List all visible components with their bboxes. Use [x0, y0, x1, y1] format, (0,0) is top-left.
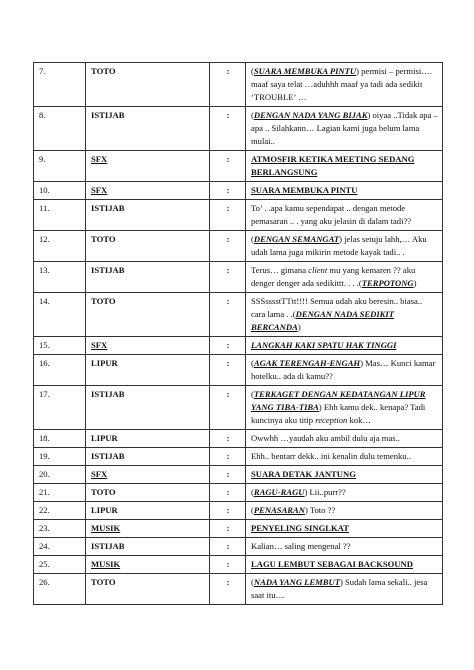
script-row	[34, 538, 443, 556]
speaker-name: ISTIJAB	[86, 107, 210, 151]
row-number: 10.	[34, 182, 86, 200]
script-rows	[34, 63, 443, 605]
row-number: 11.	[34, 200, 86, 231]
italic-term: reception	[315, 415, 348, 425]
speaker-name: ISTIJAB	[86, 448, 210, 466]
script-row	[34, 484, 443, 502]
script-row	[34, 293, 443, 337]
row-number: 13.	[34, 262, 86, 293]
speaker-name: TOTO	[86, 231, 210, 262]
colon-separator: :	[210, 182, 246, 200]
dialogue-text	[246, 574, 443, 605]
script-row	[34, 520, 443, 538]
row-number: 20.	[34, 466, 86, 484]
dialogue-text	[246, 182, 443, 200]
dialogue-segment: Owwhh …yaudah aku ambil dulu aja mas..	[251, 433, 400, 443]
colon-separator: :	[210, 556, 246, 574]
italic-term: client	[308, 265, 328, 275]
colon-separator: :	[210, 502, 246, 520]
colon-separator: :	[210, 262, 246, 293]
stage-direction: TERPOTONG	[361, 278, 414, 288]
dialogue-segment: (	[251, 505, 254, 515]
speaker-name: ISTIJAB	[86, 386, 210, 430]
row-number: 22.	[34, 502, 86, 520]
script-row	[34, 355, 443, 386]
stage-direction: TERKAGET DENGAN KEDATANGAN LIPUR YANG TIBA-TIBA	[251, 389, 426, 412]
dialogue-segment: Kalian… saling mengenal ??	[251, 541, 351, 551]
colon-separator: :	[210, 520, 246, 538]
colon-separator: :	[210, 200, 246, 231]
colon-separator: :	[210, 484, 246, 502]
script-row	[34, 502, 443, 520]
stage-direction: NADA YANG LEMBUT	[253, 577, 340, 587]
dialogue-segment: SSSsssstTTtt!!!! Semua udah aku beresin.. biasa.. cara lama . .(	[251, 296, 423, 319]
speaker-name: ISTIJAB	[86, 538, 210, 556]
colon-separator: :	[210, 63, 246, 107]
script-row	[34, 107, 443, 151]
dialogue-segment: ) Lii..purr??	[304, 487, 346, 497]
dialogue-text	[246, 484, 443, 502]
dialogue-segment: (	[251, 358, 254, 368]
speaker-name: TOTO	[86, 484, 210, 502]
colon-separator: :	[210, 466, 246, 484]
dialogue-segment: )	[297, 322, 301, 332]
script-row	[34, 63, 443, 107]
dialogue-text	[246, 448, 443, 466]
colon-separator: :	[210, 231, 246, 262]
row-number: 12.	[34, 231, 86, 262]
row-number: 8.	[34, 107, 86, 151]
stage-direction: DENGAN NADA SEDIKIT BERCANDA	[251, 309, 394, 332]
stage-direction: DENGAN NADA YANG BIJAK	[253, 110, 368, 120]
dialogue-segment: ) Toto ??	[304, 505, 336, 515]
row-number: 25.	[34, 556, 86, 574]
stage-direction: SUARA MEMBUKA PINTU	[253, 66, 357, 76]
script-row	[34, 574, 443, 605]
sound-cue: LAGU LEMBUT SEBAGAI BACKSOUND	[251, 559, 413, 569]
speaker-name: SFX	[86, 466, 210, 484]
dialogue-text	[246, 63, 443, 107]
dialogue-text	[246, 466, 443, 484]
dialogue-segment: Ehh.. bentarr dekk.. ini kenalin dulu temenku..	[251, 451, 411, 461]
dialogue-text	[246, 337, 443, 355]
colon-separator: :	[210, 107, 246, 151]
colon-separator: :	[210, 337, 246, 355]
dialogue-segment: ) jelas setuju lahh,… Aku udah lama juga mikirin metode kayak tadi.. .	[251, 234, 427, 257]
colon-separator: :	[210, 293, 246, 337]
colon-separator: :	[210, 151, 246, 182]
stage-direction: DENGAN SEMANGAT	[253, 234, 340, 244]
dialogue-segment: mu yang kemaren ?? aku denger denger ada sedikittt. . . .(	[251, 265, 416, 288]
dialogue-text	[246, 430, 443, 448]
speaker-name: LIPUR	[86, 430, 210, 448]
colon-separator: :	[210, 538, 246, 556]
row-number: 21.	[34, 484, 86, 502]
colon-separator: :	[210, 355, 246, 386]
dialogue-text	[246, 538, 443, 556]
stage-direction: LANGKAH KAKI SPATU HAK TINGGI	[251, 340, 397, 350]
row-number: 14.	[34, 293, 86, 337]
row-number: 9.	[34, 151, 86, 182]
row-number: 24.	[34, 538, 86, 556]
row-number: 7.	[34, 63, 86, 107]
dialogue-segment: Terus… gimana	[251, 265, 309, 275]
speaker-name: SFX	[86, 182, 210, 200]
dialogue-text	[246, 355, 443, 386]
row-number: 26.	[34, 574, 86, 605]
script-row	[34, 182, 443, 200]
dialogue-segment: ) Ehh kamu dek.. kenapa? Tadi kuncinya aku titip	[251, 402, 426, 425]
row-number: 18.	[34, 430, 86, 448]
speaker-name: SFX	[86, 151, 210, 182]
speaker-name: ISTIJAB	[86, 262, 210, 293]
dialogue-segment: kok…	[347, 415, 371, 425]
sound-cue: PENYELING SINGLKAT	[251, 523, 349, 533]
stage-direction: RAGU-RAGU	[253, 487, 305, 497]
row-number: 23.	[34, 520, 86, 538]
script-row	[34, 466, 443, 484]
script-row	[34, 448, 443, 466]
dialogue-text	[246, 262, 443, 293]
row-number: 17.	[34, 386, 86, 430]
speaker-name: ISTIJAB	[86, 200, 210, 231]
dialogue-segment: ) oiyaa ..Tidak apa – apa .. Silahkann… Lagian kami juga belum lama mulai..	[251, 110, 438, 146]
sound-cue: ATMOSFIR KETIKA MEETING SEDANG BERLANGSUNG	[251, 154, 415, 177]
dialogue-segment: ) Mas… Kunci kamar hotelku.. ada di kamu??	[251, 358, 436, 381]
dialogue-text	[246, 231, 443, 262]
colon-separator: :	[210, 448, 246, 466]
dialogue-text	[246, 107, 443, 151]
colon-separator: :	[210, 574, 246, 605]
dialogue-segment: )	[413, 278, 417, 288]
dialogue-segment: (	[251, 389, 254, 399]
speaker-name: TOTO	[86, 574, 210, 605]
dialogue-segment: ) Sudah lama sekali.. jesa saat itu…	[251, 577, 428, 600]
dialogue-text	[246, 502, 443, 520]
dialogue-text	[246, 151, 443, 182]
stage-direction: PENASARAN	[253, 505, 305, 515]
speaker-name: LIPUR	[86, 355, 210, 386]
script-row	[34, 151, 443, 182]
speaker-name: TOTO	[86, 293, 210, 337]
stage-direction: AGAK TERENGAH-ENGAH	[253, 358, 361, 368]
speaker-name: TOTO	[86, 63, 210, 107]
colon-separator: :	[210, 386, 246, 430]
script-table	[33, 62, 443, 605]
dialogue-text	[246, 293, 443, 337]
dialogue-segment: (	[251, 234, 254, 244]
dialogue-segment: ) permisi – permisi…. maaf saya telat …aduhhh maaf ya tadi ada sedikit ‘TROUBLE’ …	[251, 66, 432, 102]
dialogue-text	[246, 200, 443, 231]
script-row	[34, 556, 443, 574]
row-number: 16.	[34, 355, 86, 386]
dialogue-segment: To’ . .apa kamu sependapat .. dengan metode pemasaran .. . yang aku jelasin di dalam tadi??	[251, 203, 412, 226]
row-number: 19.	[34, 448, 86, 466]
colon-separator: :	[210, 430, 246, 448]
dialogue-text	[246, 556, 443, 574]
row-number: 15.	[34, 337, 86, 355]
dialogue-segment: (	[251, 66, 254, 76]
dialogue-segment: (	[251, 487, 254, 497]
script-row	[34, 231, 443, 262]
script-row	[34, 200, 443, 231]
script-row	[34, 430, 443, 448]
script-row	[34, 386, 443, 430]
script-row	[34, 337, 443, 355]
speaker-name: MUSIK	[86, 556, 210, 574]
dialogue-segment: (	[251, 110, 254, 120]
dialogue-text	[246, 520, 443, 538]
dialogue-text	[246, 386, 443, 430]
sound-cue: SUARA DETAK JANTUNG	[251, 469, 356, 479]
speaker-name: LIPUR	[86, 502, 210, 520]
dialogue-segment: (	[251, 577, 254, 587]
script-row	[34, 262, 443, 293]
speaker-name: SFX	[86, 337, 210, 355]
sound-cue: SUARA MEMBUKA PINTU	[251, 185, 358, 195]
speaker-name: MUSIK	[86, 520, 210, 538]
